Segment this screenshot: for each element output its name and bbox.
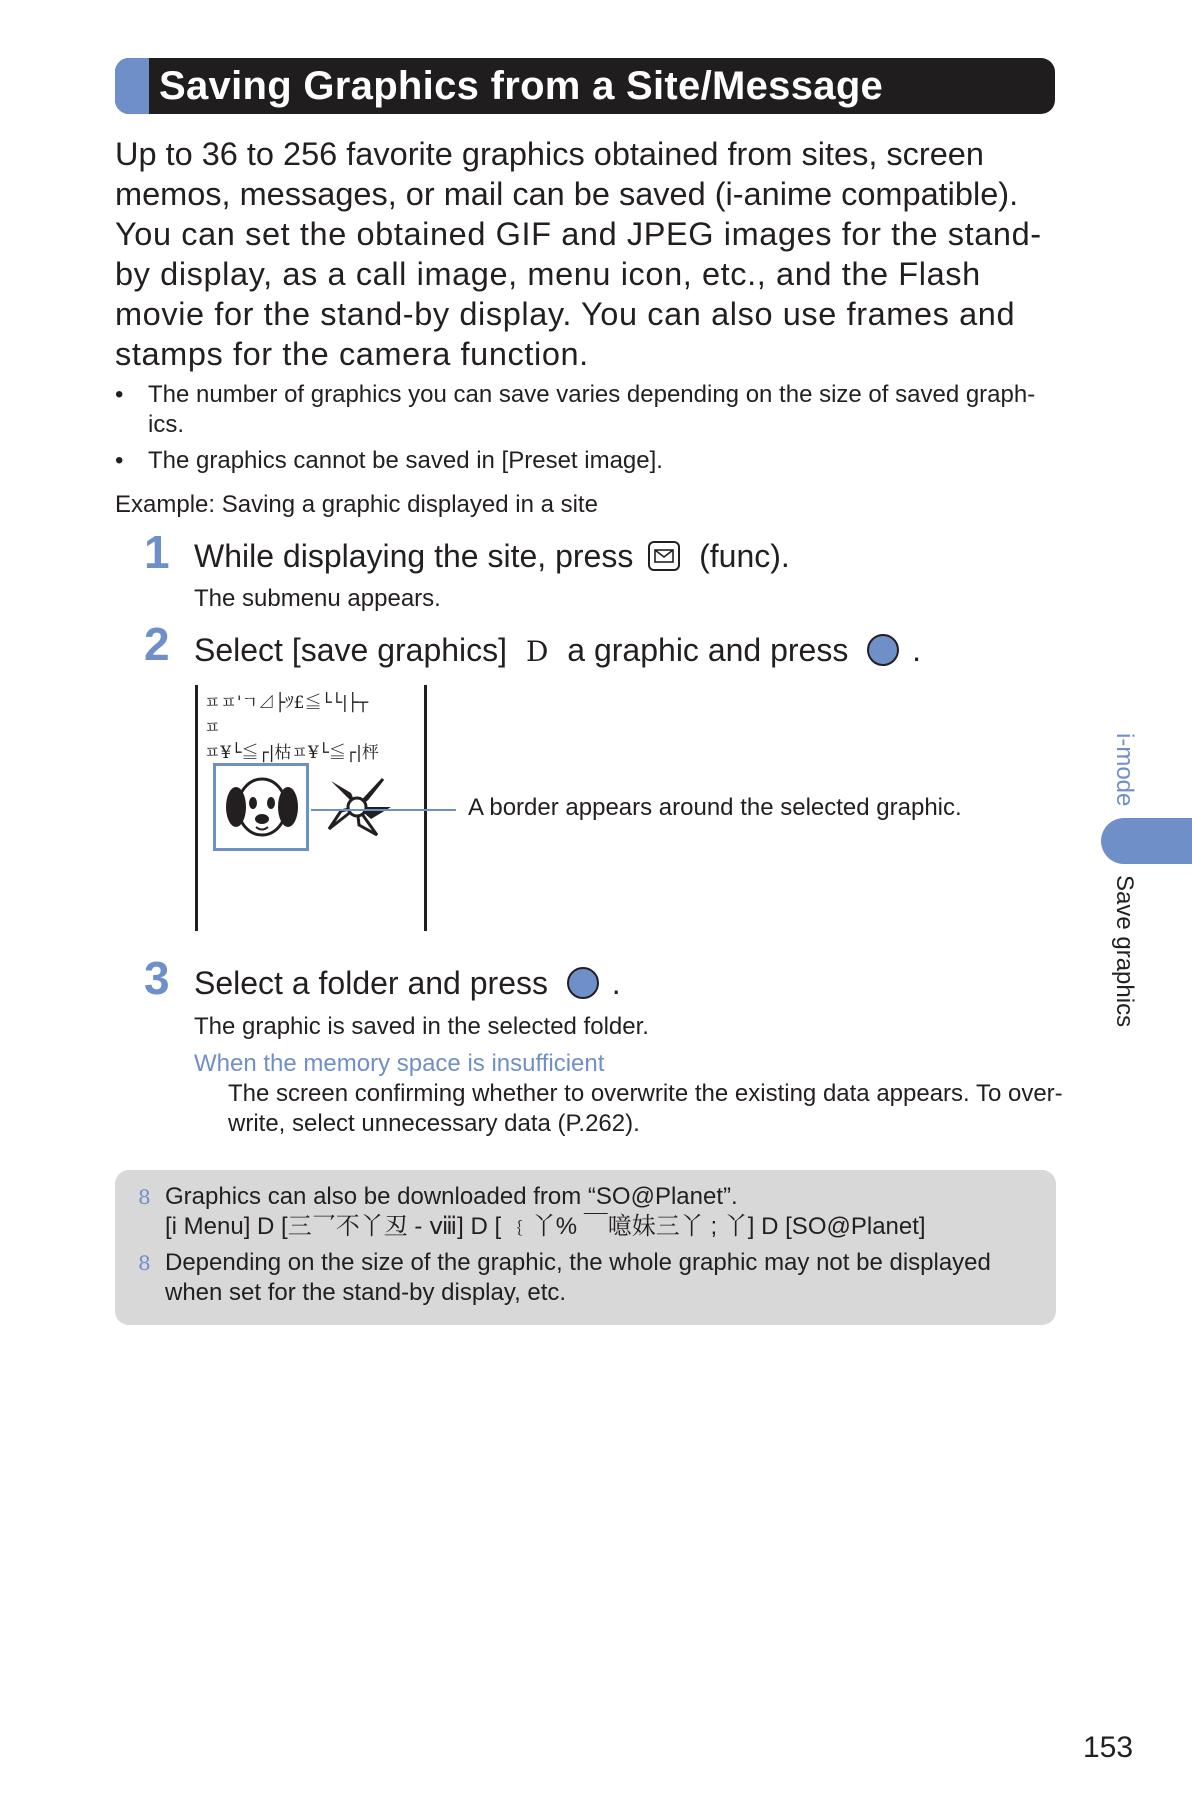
- memory-insufficient-detail-1: The screen confirming whether to overwrite the existing data appears. To over-: [228, 1080, 1063, 1107]
- memory-insufficient-heading: When the memory space is insufficient: [194, 1050, 605, 1077]
- title-accent: [115, 58, 149, 114]
- step-3-text: [194, 963, 621, 1003]
- arrow-glyph: D: [525, 635, 549, 668]
- note-1-line-1: Graphics can also be downloaded from “SO@Planet”.: [165, 1183, 738, 1210]
- side-category-label: i-mode: [1111, 733, 1138, 807]
- example-caption: Example: Saving a graphic displayed in a site: [115, 491, 598, 518]
- page-number: 153: [1083, 1731, 1134, 1764]
- screen-text-line: ㅍ: [204, 718, 221, 738]
- step-2-number: 2: [144, 618, 170, 670]
- intro-paragraph-2: You can set the obtained GIF and JPEG images for the stand-by display, as a call image, menu icon, etc., and the Flash movie for the stand-by display. You can also use frames and stamps for the camera function.: [115, 216, 1042, 372]
- section-title-bar: [115, 58, 1055, 114]
- step-1-result: The submenu appears.: [194, 585, 441, 612]
- screen-text-line: ㅍ¥└≦┌|枯ㅍ¥└≦┌|枰: [204, 743, 379, 763]
- step-3-result: The graphic is saved in the selected folder.: [194, 1013, 649, 1040]
- step-3-period: .: [611, 965, 621, 1001]
- step-1-number: 1: [144, 526, 170, 578]
- step-3-instruction: Select a folder and press: [194, 965, 548, 1001]
- mail-key-icon: [648, 541, 680, 571]
- step-2-instruction: Select [save graphics]: [194, 632, 508, 668]
- step-2-period: .: [912, 632, 922, 668]
- bullet-item: • The number of graphics you can save varies depending on the size of saved graph- ics.: [115, 380, 1060, 440]
- memory-insufficient-detail-2: write, select unnecessary data (P.262).: [228, 1110, 640, 1137]
- screen-text-line: ㅍㅍ'ㄱ⊿├ﾂ£≦└└|├┬: [204, 693, 369, 713]
- note-2-line-1: Depending on the size of the graphic, the whole graphic may not be displayed: [165, 1249, 991, 1276]
- side-topic-label: Save graphics: [1111, 875, 1138, 1028]
- callout-text: A border appears around the selected graphic.: [468, 794, 962, 821]
- enter-button-icon: [567, 967, 599, 999]
- step-2-text: [194, 630, 921, 672]
- intro-text: [115, 134, 1059, 374]
- step-3-number: 3: [144, 952, 170, 1004]
- flower-graphic-icon: [321, 773, 397, 841]
- note-2-line-2: when set for the stand-by display, etc.: [165, 1279, 567, 1306]
- note-box: [115, 1170, 1056, 1325]
- notes-bullet-list: [115, 380, 1060, 482]
- intro-paragraph-1: Up to 36 to 256 favorite graphics obtained from sites, screen memos, messages, or mail can be saved (i-anime compatible).: [115, 136, 1019, 212]
- phone-screen-illustration: [195, 685, 427, 931]
- step-1-instruction: While displaying the site, press: [194, 538, 634, 574]
- section-title: Saving Graphics from a Site/Message: [159, 64, 884, 108]
- note-marker-icon: 8: [138, 1185, 151, 1209]
- step-1-text: [194, 536, 790, 576]
- note-1-line-2: [i Menu] D [三乛不丫丒 - ⅷ] D [ ﹛丫% ￣噫妹三丫 ; 丫] D [SO@Planet]: [165, 1213, 926, 1240]
- step-1-func-label: (func).: [699, 538, 790, 574]
- step-2-instruction-cont: a graphic and press: [567, 632, 849, 668]
- enter-button-icon: [867, 634, 899, 666]
- dog-graphic-icon: [223, 769, 301, 847]
- note-marker-icon: 8: [138, 1251, 151, 1275]
- bullet-item: • The graphics cannot be saved in [Preset image].: [115, 446, 1060, 476]
- callout-line: [311, 809, 456, 811]
- side-tab-marker: [1101, 818, 1192, 864]
